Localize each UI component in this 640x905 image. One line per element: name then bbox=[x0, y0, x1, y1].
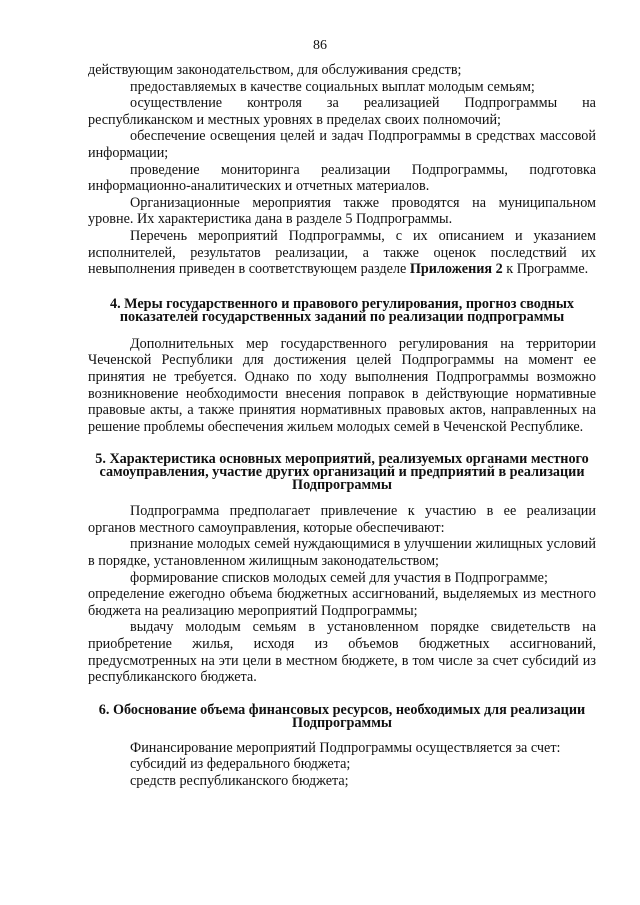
document-body bbox=[88, 62, 596, 790]
paragraph-text: Перечень мероприятий Подпрограммы, с их описанием и указанием исполнителей, результатов реализации, а также оценок последствий их невыполнения приведен в соответствующем разделе bbox=[88, 227, 596, 278]
paragraph: предоставляемых в качестве социальных выплат молодым семьям; bbox=[130, 78, 535, 95]
section-5-heading: 5. Характеристика основных мероприятий, реализуемых органами местного самоуправления, участие других организаций и предприятий в реализации Подпрограммы bbox=[95, 451, 589, 494]
page-number: 86 bbox=[313, 38, 327, 53]
appendix-reference-bold: Приложения 2 bbox=[409, 261, 503, 278]
paragraph: проведение мониторинга реализации Подпрограммы, подготовка информационно-аналитических и отчетных материалов. bbox=[88, 161, 596, 195]
section-6-paragraph: субсидий из федерального бюджета; bbox=[130, 756, 351, 773]
section-5-paragraph: признание молодых семей нуждающимися в улучшении жилищных условий в порядке, установленном жилищным законодательством; bbox=[88, 536, 596, 570]
section-5-paragraph: выдачу молодым семьям в установленном порядке свидетельств на приобретение жилья, исходя из объемов бюджетных ассигнований, предусмотренных на эти цели в местном бюджете, в том числе за счет субсидий из республиканского бюджета. bbox=[88, 619, 596, 686]
section-6-paragraph: Финансирование мероприятий Подпрограммы осуществляется за счет: bbox=[130, 739, 561, 756]
paragraph-appendix-reference bbox=[88, 228, 596, 278]
section-4-paragraph: Дополнительных мер государственного регулирования на территории Чеченской Республики для достижения целей Подпрограммы на момент ее принятия не требуется. Однако по ходу выполнения Подпрограммы возможно возникновение необходимости внесения поправок в действующие нормативные правовые акты, а также принятия нормативных правовых актов, направленных на решение проблемы обеспечения жильем молодых семей в Чеченской Республике. bbox=[88, 335, 596, 435]
paragraph: осуществление контроля за реализацией Подпрограммы на республиканском и местных уровнях в пределах своих полномочий; bbox=[88, 95, 596, 128]
paragraph: обеспечение освещения целей и задач Подпрограммы в средствах массовой информации; bbox=[88, 128, 596, 161]
section-4-heading: 4. Меры государственного и правового регулирования, прогноз сводных показателей государственных заданий по реализации подпрограммы bbox=[109, 295, 575, 325]
section-6-paragraph: средств республиканского бюджета; bbox=[130, 773, 349, 789]
paragraph: действующим законодательством, для обслуживания средств; bbox=[88, 62, 462, 78]
paragraph: Организационные мероприятия также проводятся на муниципальном уровне. Их характеристика дана в разделе 5 Подпрограммы. bbox=[88, 194, 596, 228]
paragraph-text: к Программе. bbox=[502, 261, 589, 278]
section-5-paragraph: Подпрограмма предполагает привлечение к участию в ее реализации органов местного самоуправления, которые обеспечивают: bbox=[88, 503, 596, 536]
section-5-paragraph: формирование списков молодых семей для участия в Подпрограмме; bbox=[130, 569, 548, 586]
section-5-paragraph: определение ежегодно объема бюджетных ассигнований, выделяемых из местного бюджета на реализацию мероприятий Подпрограммы; bbox=[88, 586, 596, 619]
section-6-heading: 6. Обоснование объема финансовых ресурсов, необходимых для реализации Подпрограммы bbox=[98, 701, 586, 731]
